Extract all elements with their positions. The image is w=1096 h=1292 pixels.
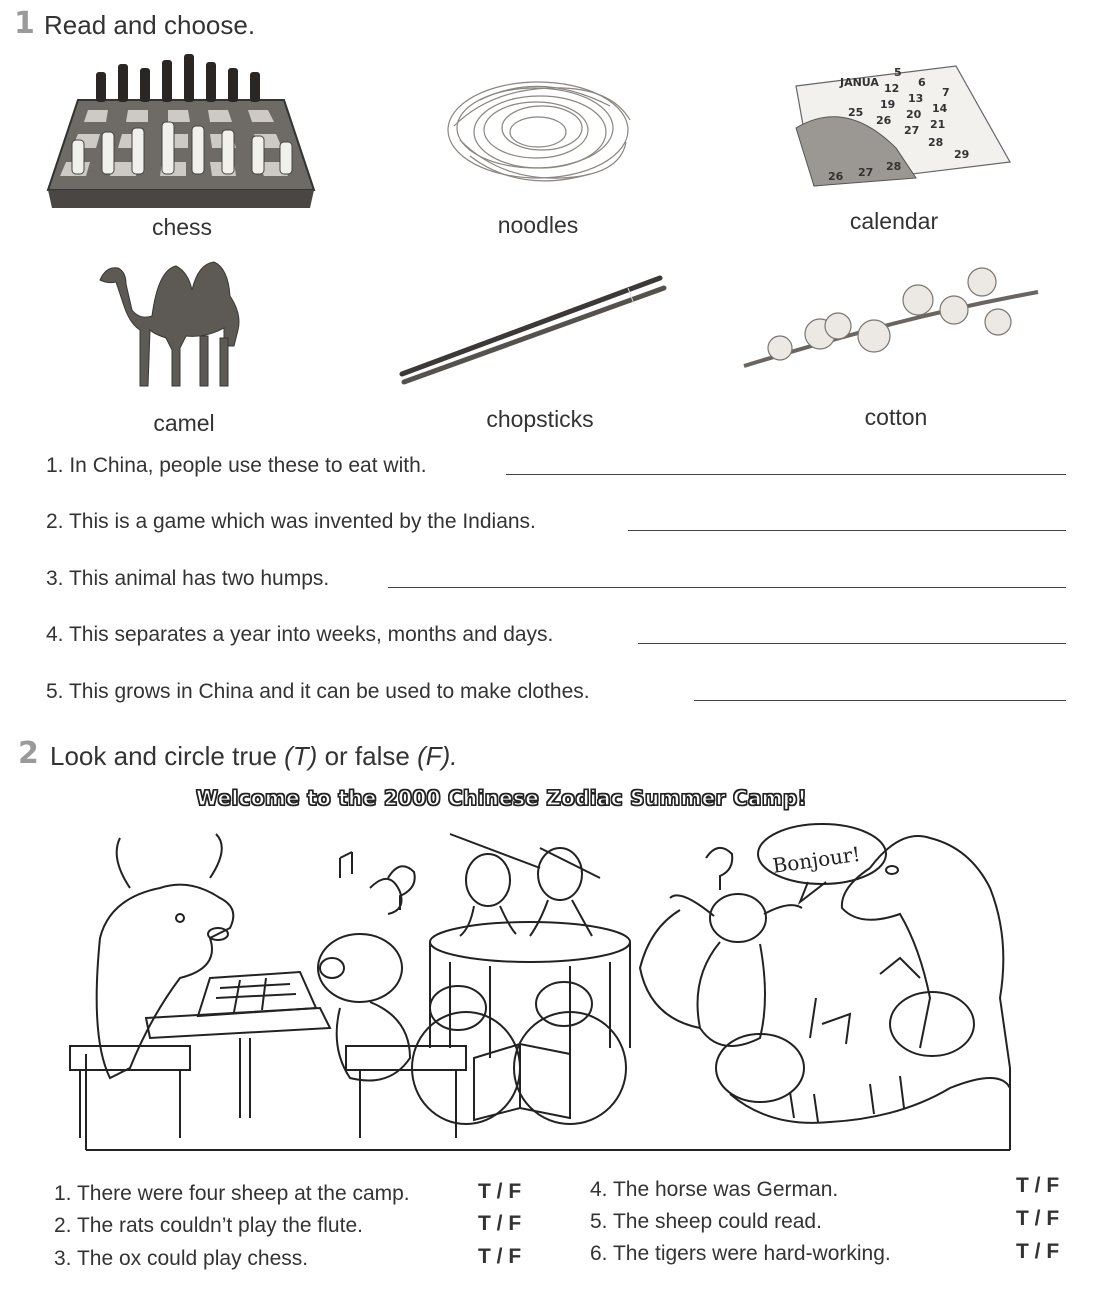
tf-choice-3[interactable]: T / F — [478, 1245, 522, 1268]
sheep-drawing — [412, 982, 626, 1124]
svg-text:21: 21 — [930, 118, 946, 131]
statement-5: 5. The sheep could read. — [590, 1210, 822, 1233]
calendar-icon — [786, 58, 1018, 190]
svg-text:27: 27 — [858, 166, 874, 179]
statement-6: 6. The tigers were hard-working. — [590, 1242, 891, 1265]
tf-choice-4[interactable]: T / F — [1016, 1174, 1060, 1197]
horse-drawing — [842, 836, 1010, 1068]
rats-drawing — [430, 834, 630, 1058]
section-1-number: 1 — [14, 6, 35, 41]
section-2-title: Look and circle true (T) or false (F). — [50, 741, 458, 771]
svg-text:25: 25 — [848, 106, 864, 119]
tf-choice-2[interactable]: T / F — [478, 1212, 522, 1235]
camp-banner: Welcome to the 2000 Chinese Zodiac Summer Camp! — [196, 786, 807, 810]
picture-label-cotton: cotton — [864, 404, 928, 430]
ox-drawing — [97, 834, 234, 1078]
svg-text:20: 20 — [906, 108, 922, 121]
chess-table-drawing — [70, 972, 466, 1138]
question-5: 5. This grows in China and it can be used to make clothes. — [46, 680, 590, 703]
svg-text:27: 27 — [904, 124, 920, 137]
tf-choice-1[interactable]: T / F — [478, 1180, 522, 1203]
svg-text:26: 26 — [828, 170, 844, 183]
statement-3: 3. The ox could play chess. — [54, 1247, 309, 1270]
answer-line-2[interactable] — [628, 530, 1066, 531]
svg-text:7: 7 — [942, 86, 950, 99]
chopsticks-icon — [398, 274, 668, 386]
tf-choice-6[interactable]: T / F — [1016, 1240, 1060, 1263]
svg-text:12: 12 — [884, 82, 900, 95]
statement-2: 2. The rats couldn’t play the flute. — [54, 1214, 363, 1237]
monkey-drawing — [640, 894, 802, 1046]
picture-label-calendar: calendar — [849, 208, 939, 234]
chess-board-icon — [48, 50, 314, 210]
answer-line-3[interactable] — [388, 587, 1066, 588]
svg-text:5: 5 — [894, 66, 902, 79]
picture-label-noodles: noodles — [497, 212, 579, 238]
picture-label-chopsticks: chopsticks — [486, 406, 594, 432]
svg-text:28: 28 — [928, 136, 944, 149]
section-2-number: 2 — [18, 736, 39, 771]
zodiac-camp-illustration — [70, 818, 1030, 1158]
question-1: 1. In China, people use these to eat with. — [46, 454, 427, 477]
svg-text:14: 14 — [932, 102, 948, 115]
svg-text:13: 13 — [908, 92, 924, 105]
tigers-drawing — [716, 958, 1010, 1123]
cotton-icon — [742, 262, 1042, 380]
answer-line-5[interactable] — [694, 700, 1066, 701]
statement-1: 1. There were four sheep at the camp. — [54, 1182, 410, 1205]
statement-4: 4. The horse was German. — [590, 1178, 839, 1201]
svg-text:29: 29 — [954, 148, 970, 161]
svg-text:26: 26 — [876, 114, 892, 127]
question-3: 3. This animal has two humps. — [46, 567, 330, 590]
picture-label-chess: chess — [151, 214, 213, 240]
speech-bubble-text: Bonjour! — [770, 841, 862, 878]
question-4: 4. This separates a year into weeks, months and days. — [46, 623, 554, 646]
noodles-icon — [440, 70, 636, 200]
svg-text:6: 6 — [918, 76, 926, 89]
question-2: 2. This is a game which was invented by the Indians. — [46, 510, 536, 533]
picture-label-camel: camel — [153, 410, 215, 436]
camel-icon — [96, 250, 252, 396]
pig-drawing — [318, 879, 410, 1081]
calendar-month-text: JANUA — [840, 76, 879, 89]
answer-line-1[interactable] — [506, 474, 1066, 475]
svg-text:28: 28 — [886, 160, 902, 173]
answer-line-4[interactable] — [638, 643, 1066, 644]
section-1-title: Read and choose. — [44, 10, 256, 40]
tf-choice-5[interactable]: T / F — [1016, 1207, 1060, 1230]
svg-text:19: 19 — [880, 98, 896, 111]
